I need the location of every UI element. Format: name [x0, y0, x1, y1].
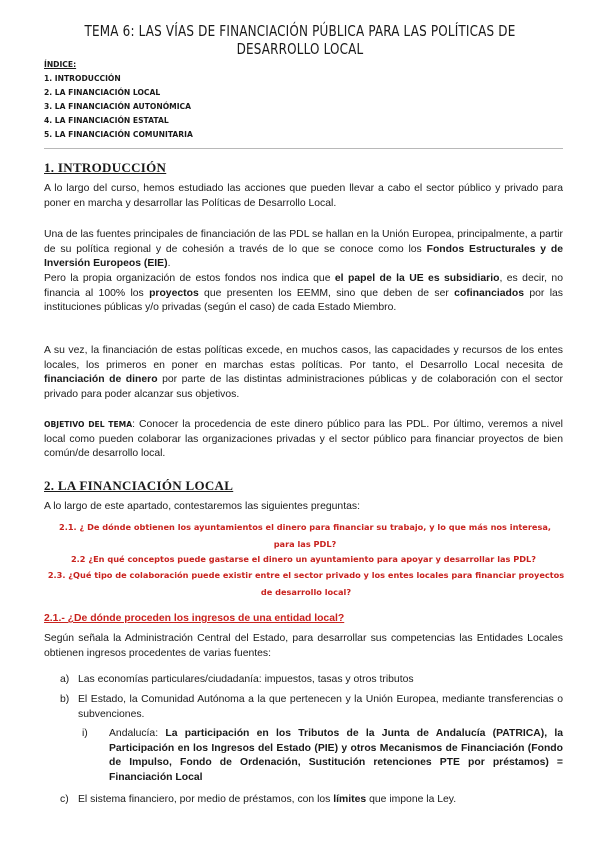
intro-paragraph-1: A lo largo del curso, hemos estudiado las acciones que pueden llevar a cabo el sector público y privado para poner en marcha y desarrollar las Políticas de Desarrollo Local. — [44, 183, 563, 209]
subsection-heading-2-1: 2.1.- ¿De dónde proceden los ingresos de una entidad local? — [44, 613, 345, 624]
index-item: 5. LA FINANCIACIÓN COMUNITARIA — [44, 130, 193, 139]
question-2-2: 2.2 ¿En qué conceptos puede gastarse el dinero un ayuntamiento para apoyar y desarrollar las PDL? — [70, 554, 537, 564]
subsection-intro: Según señala la Administración Central del Estado, para desarrollar sus competencias las Entidades Locales obtienen ingresos procedentes de varias fuentes: — [44, 633, 563, 659]
index-item: 4. LA FINANCIACIÓN ESTATAL — [44, 116, 169, 125]
document-page: TEMA 6: LAS VÍAS DE FINANCIACIÓN PÚBLICA PARA LAS POLÍTICAS DE DESARROLLO LOCAL ÍNDICE: 1. INTRODUCCIÓN 2. LA FINANCIACIÓN LOCAL 3. LA FINANCIACIÓN AUTONÓMICA 4. LA FINANCIACIÓN ESTATAL 5. LA FINANCIACIÓN COMUNITARIA 1. INTRODUCCIÓN A lo largo del curso, hemos estudiado las acciones que pueden llevar a cabo el sector público y privado para poner en marcha y desarrollar las Políticas de Desarrollo Local. Una de las fuentes principales de financiación de las PDL se hallan en la Unión Europea, principalmente, a partir de su política regional y de cohesión a través de lo que se conoce como los Fondos Estructurales y de Inversión Europeos (EIE). Pero la propia organización de estos fondos nos indica que el papel de la UE es subsidiario, es decir, no financia al 100% los proyectos que presenten los EEMM, sino que deben de ser cofinanciados por las instituciones públicas y/o privadas (según el caso) de cada Estado Miembro. A su vez, la financiación de estas políticas excede, en muchos casos, las capacidades y recursos de los entes locales, los primeros en poner en marchas estas políticas. Por tanto, el Desarrollo Local necesita de financiación de dinero por parte de las distintas administraciones públicas y de colaboración con el sector privado para poder alcanzar sus objetivos. OBJETIVO DEL TEMA: Conocer la procedencia de este dinero público para las PDL. Por último, veremos a nivel local como pueden colaborar las organizaciones privadas y el sector público para financiar proyectos de bien común/de desarrollo local. 2. LA FINANCIACIÓN LOCAL A lo largo de este apartado, contestaremos las siguientes preguntas: 2.1. ¿ De dónde obtienen los ayuntamientos el dinero para financiar su trabajo, y lo que más nos interesa, para las PDL? 2.2 ¿En qué conceptos puede gastarse el dinero un ayuntamiento para apoyar y desarrollar las PDL? 2.3. ¿Qué tipo de colaboración puede existir entre el sector privado y los entes locales para financiar proyectos de desarrollo local? 2.1.- ¿De dónde proceden los ingresos de una entidad local? Según señala la Administración Central del Estado, para desarrollar sus competencias las Entidades Locales obtienen ingresos procedentes de varias fuentes: a) Las economías particulares/ciudadanía: impuestos, tasas y otros tributos b) El Estado, la Comunidad Autónoma a la que pertenecen y la Unión Europea, mediante transferencias o subvenciones. i) Andalucía: La participación en los Tributos de la Junta de Andalucía (PATRICA), la Participación en los Ingresos del Estado (PIE) y otros Mecanismos de Financiación (Fondo de Impulso, Fondo de Ordenación, Sustitución retenciones PTE por préstamos) = Financiación Local c) El sistema financiero, por medio de préstamos, con los límites que impone la Ley. — [44, 22, 565, 805]
question-2-1: 2.1. ¿ De dónde obtienen los ayuntamientos el dinero para financiar su trabajo, y lo que más nos interesa, para las PDL? — [59, 522, 551, 549]
question-2-3: 2.3. ¿Qué tipo de colaboración puede existir entre el sector privado y los entes locales para financiar proyectos de desarrollo local? — [47, 570, 565, 597]
list-item-b: b) El Estado, la Comunidad Autónoma a la que pertenecen y la Unión Europea, mediante transferencias o subvenciones. — [60, 694, 563, 720]
section2-intro: A lo largo de este apartado, contestaremos las siguientes preguntas: — [44, 501, 360, 512]
table-of-contents — [44, 58, 193, 142]
index-item: 3. LA FINANCIACIÓN AUTONÓMICA — [44, 102, 191, 111]
index-item: 1. INTRODUCCIÓN — [44, 74, 121, 83]
page-title: TEMA 6: LAS VÍAS DE FINANCIACIÓN PÚBLICA PARA LAS POLÍTICAS DE DESARROLLO LOCAL — [84, 22, 516, 58]
intro-paragraph-3: Pero la propia organización de estos fondos nos indica que el papel de la UE es subsidiario, es decir, no financia al 100% los proyectos que presenten los EEMM, sino que deben de ser cofinanciados por las instituciones públicas y/o privadas (según el caso) de cada Estado Miembro. — [44, 273, 563, 314]
intro-paragraph-4: A su vez, la financiación de estas políticas excede, en muchos casos, las capacidades y recursos de los entes locales, los primeros en poner en marchas estas políticas. Por tanto, el Desarrollo Local necesita de financiación de dinero por parte de las distintas administraciones públicas y de colaboración con el sector privado para poder alcanzar sus objetivos. — [44, 345, 563, 400]
section-divider — [44, 148, 563, 149]
section-heading-financiacion-local: 2. LA FINANCIACIÓN LOCAL — [44, 478, 234, 493]
objective-paragraph: OBJETIVO DEL TEMA: Conocer la procedencia de este dinero público para las PDL. Por último, veremos a nivel local como pueden colaborar las organizaciones privadas y el sector público para financiar proyectos de bien común/de desarrollo local. — [44, 419, 563, 460]
section-heading-introduccion: 1. INTRODUCCIÓN — [44, 160, 167, 175]
objective-label: OBJETIVO DEL TEMA — [44, 420, 133, 429]
intro-paragraph-2: Una de las fuentes principales de financiación de las PDL se hallan en la Unión Europea, principalmente, a partir de su política regional y de cohesión a través de lo que se conoce como los Fondos Estructurales y de Inversión Europeos (EIE). — [44, 229, 563, 270]
list-item-i-andalucia: i) Andalucía: La participación en los Tributos de la Junta de Andalucía (PATRICA), la Participación en los Ingresos del Estado (PIE) y otros Mecanismos de Financiación (Fondo de Impulso, Fondo de Ordenación, Sustitución retenciones PTE por préstamos) = Financiación Local — [82, 728, 563, 783]
index-heading: ÍNDICE: — [44, 60, 77, 69]
index-item: 2. LA FINANCIACIÓN LOCAL — [44, 88, 161, 97]
